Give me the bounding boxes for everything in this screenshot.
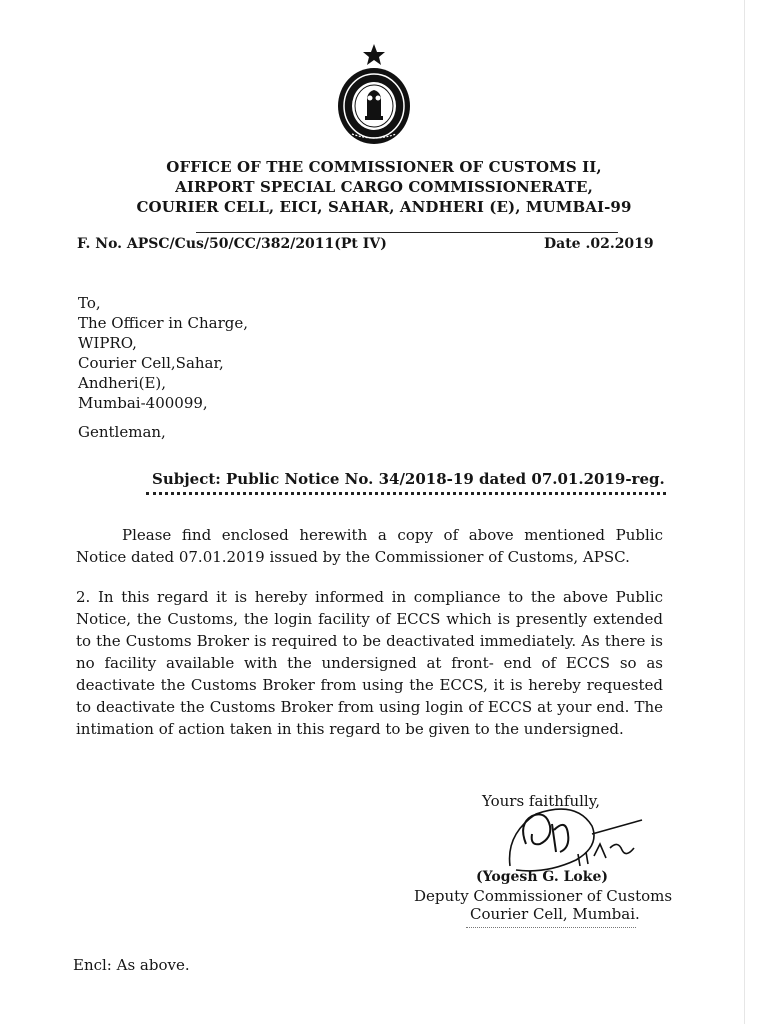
body-paragraph-1: Please find enclosed herewith a copy of above mentioned Public Notice dated 07.01.2019 issued by the Commissioner of Customs, APSC. <box>76 526 663 566</box>
address-line: Courier Cell,Sahar, <box>78 354 224 372</box>
signatory-designation: Deputy Commissioner of Customs <box>414 887 673 905</box>
enclosure-note: Encl: As above. <box>73 956 190 974</box>
header-line-3: COURIER CELL, EICI, SAHAR, ANDHERI (E), MUMBAI-99 <box>136 198 632 216</box>
subject-line: Subject: Public Notice No. 34/2018-19 dated 07.01.2019-reg. <box>152 470 665 488</box>
body-paragraph-2: 2. In this regard it is hereby informed in compliance to the above Public Notice, the Customs, the login facility of ECCS which is presently extended to the Customs Broker is required to be deactivated immediately. As there is no facility available with the undersigned at front- end of ECCS so as deactivate the Customs Broker from using the ECCS, it is hereby requested to deactivate the Customs Broker from using login of ECCS at your end. The intimation of action taken in this regard to be given to the undersigned. <box>76 588 663 738</box>
header-line-1: OFFICE OF THE COMMISSIONER OF CUSTOMS II, <box>166 158 602 176</box>
salutation: Gentleman, <box>78 423 166 441</box>
office-underline <box>466 927 636 928</box>
file-number: F. No. APSC/Cus/50/CC/382/2011(Pt IV) <box>77 236 387 252</box>
recipient-address <box>78 293 248 413</box>
address-line: WIPRO, <box>78 334 137 352</box>
address-line: Mumbai-400099, <box>78 394 208 412</box>
address-line: The Officer in Charge, <box>78 314 249 332</box>
signatory-name: (Yogesh G. Loke) <box>476 869 608 885</box>
address-to: To, <box>78 294 101 312</box>
signatory-office: Courier Cell, Mumbai. <box>470 905 640 923</box>
customs-emblem-icon <box>334 42 414 150</box>
header-line-2: AIRPORT SPECIAL CARGO COMMISSIONERATE, <box>175 178 593 196</box>
letter-date: Date .02.2019 <box>544 236 654 252</box>
page-edge-shadow <box>744 0 745 1024</box>
subject-underline <box>146 492 666 495</box>
address-line: Andheri(E), <box>78 374 167 392</box>
header-rule <box>196 232 618 233</box>
closing: Yours faithfully, <box>482 792 600 810</box>
